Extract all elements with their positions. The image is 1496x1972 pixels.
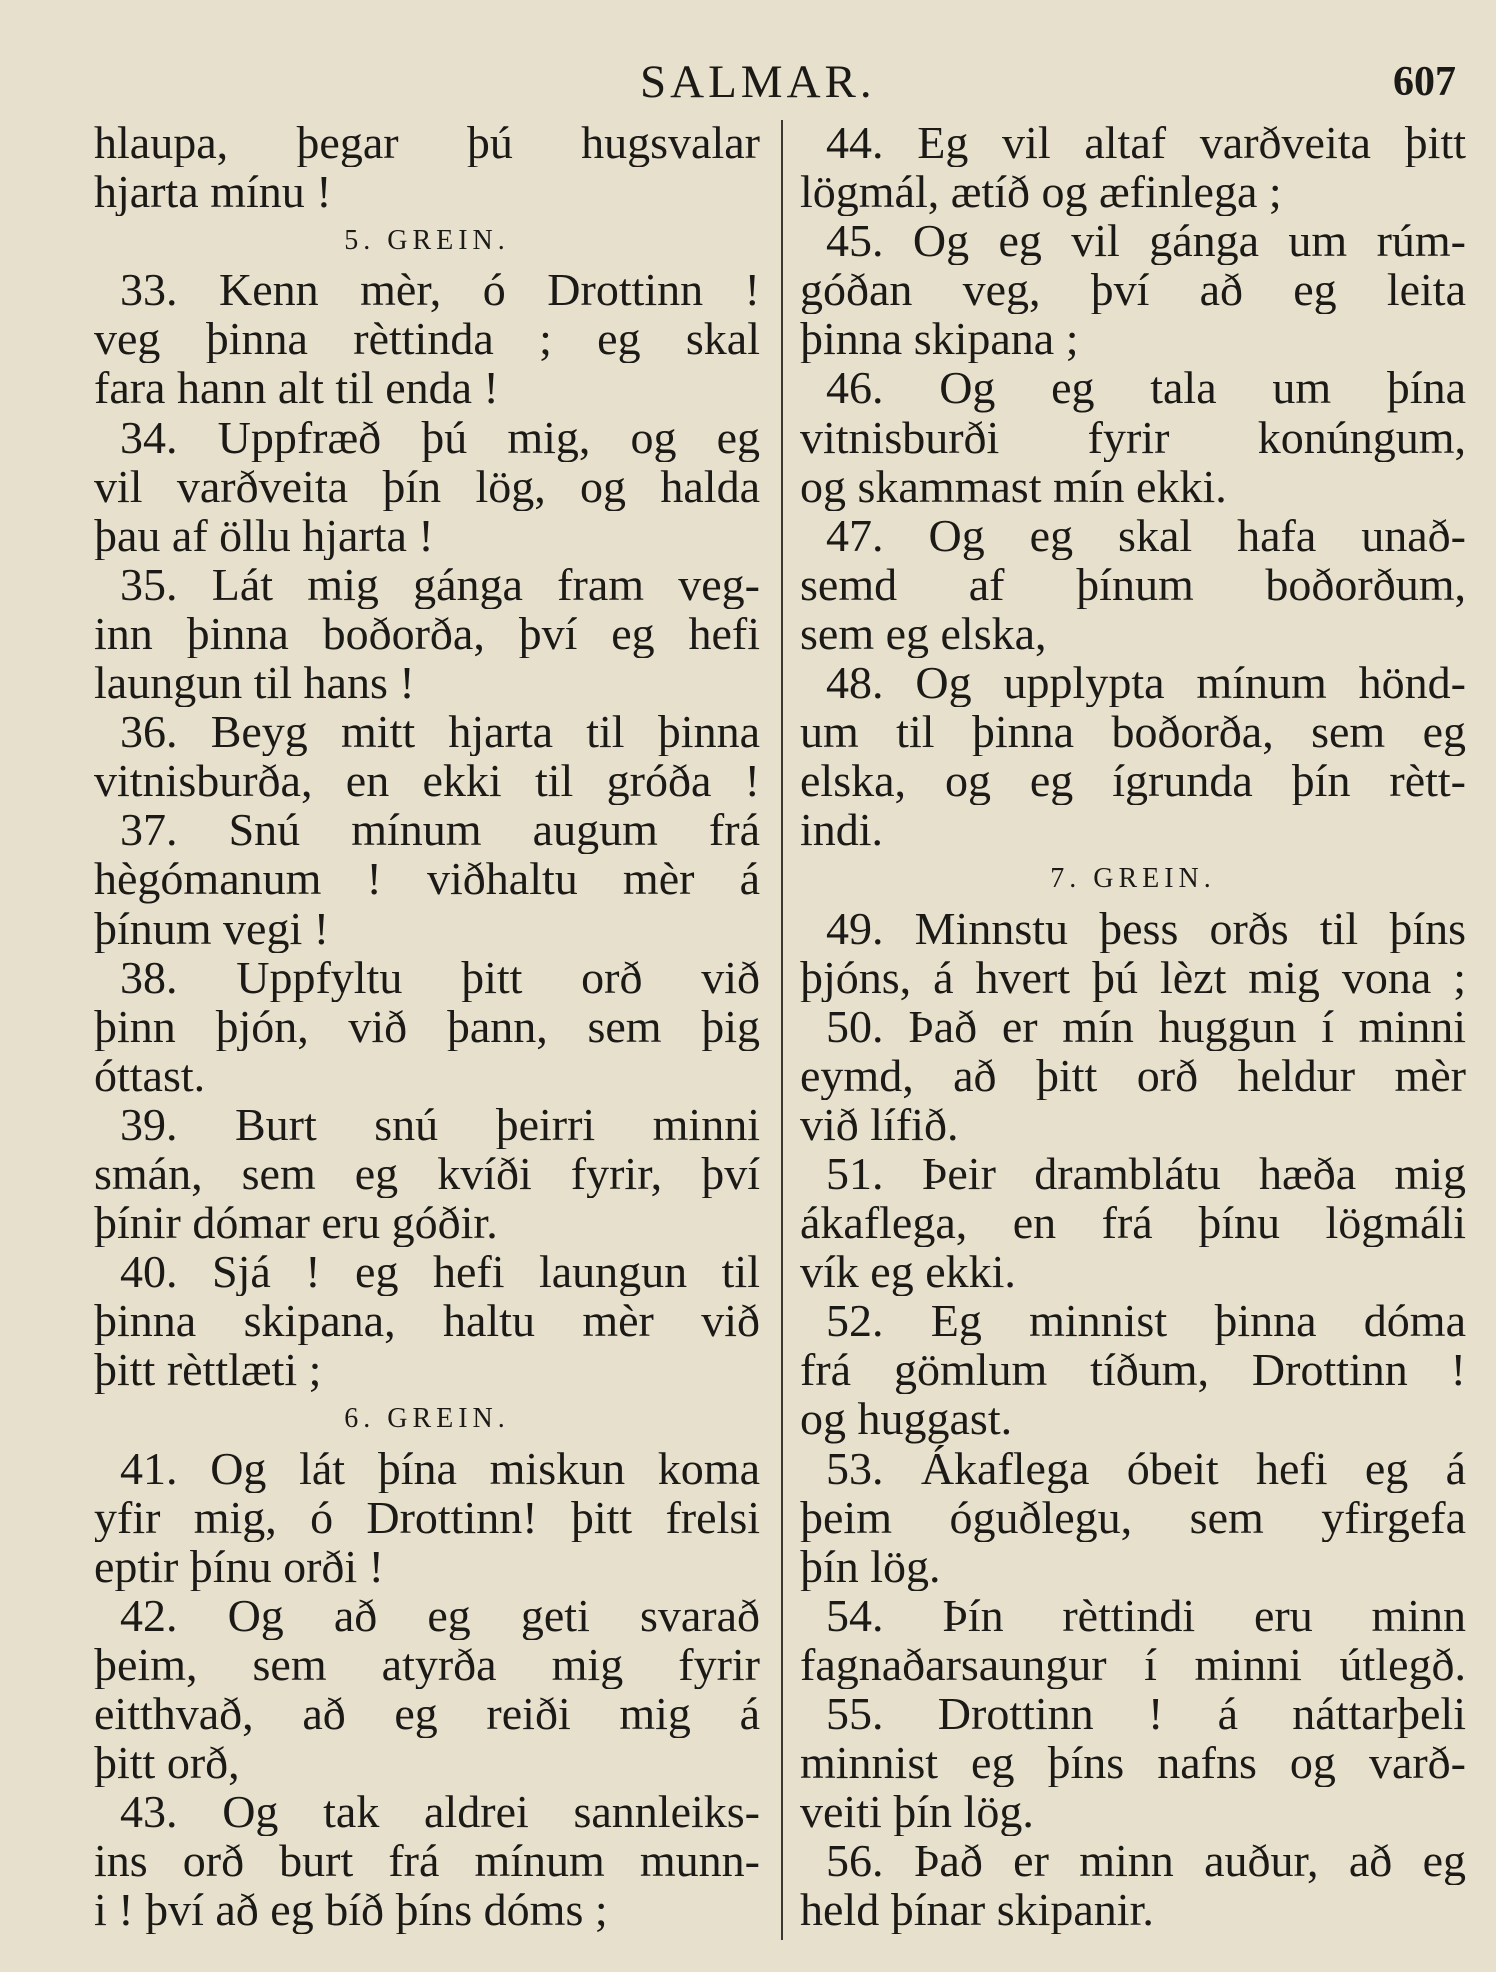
text-line: 33. Kenn mèr, ó Drottinn !	[120, 265, 760, 315]
text-line: 39. Burt snú þeirri minni	[120, 1099, 760, 1149]
text-line: fagnaðarsaungur í minni útlegð.	[800, 1639, 1466, 1689]
text-line: 40. Sjá ! eg hefi laungun til	[120, 1247, 760, 1297]
page-header	[0, 52, 1496, 112]
section-heading: 7. GREIN.	[1050, 863, 1216, 895]
text-line: þínum vegi !	[94, 903, 330, 953]
page-number: 607	[1393, 59, 1456, 105]
text-line: 46. Og eg tala um þína	[826, 363, 1466, 413]
text-line: 56. Það er minn auður, að eg	[826, 1836, 1466, 1886]
text-line: 55. Drottinn ! á náttarþeli	[826, 1689, 1466, 1739]
section-heading: 5. GREIN.	[344, 225, 510, 257]
text-line: um til þinna boðorða, sem eg	[800, 707, 1466, 757]
text-line: þínir dómar eru góðir.	[94, 1198, 498, 1248]
text-line: 41. Og lát þína miskun koma	[120, 1443, 760, 1493]
text-line: 45. Og eg vil gánga um rúm-	[826, 216, 1466, 266]
text-line: við lífið.	[800, 1099, 959, 1149]
text-line: semd af þínum boðorðum,	[800, 559, 1466, 609]
text-line: 44. Eg vil altaf varðveita þitt	[826, 118, 1466, 168]
text-line: þeim, sem atyrða mig fyrir	[94, 1639, 760, 1689]
text-line: eymd, að þitt orð heldur mèr	[800, 1050, 1466, 1100]
text-line: þjóns, á hvert þú lèzt mig vona ;	[800, 952, 1466, 1002]
text-line: hjarta mínu !	[94, 167, 332, 217]
text-line: 51. Þeir dramblátu hæða mig	[826, 1148, 1466, 1199]
text-line: og skammast mín ekki.	[800, 461, 1227, 511]
text-line: ákaflega, en frá þínu lögmáli	[800, 1198, 1466, 1248]
text-line: 48. Og upplypta mínum hönd-	[826, 658, 1466, 708]
text-line: hlaupa, þegar þú hugsvalar	[94, 118, 760, 168]
text-line: 38. Uppfyltu þitt orð við	[120, 952, 760, 1002]
text-line: þinna skipana, haltu mèr við	[94, 1296, 760, 1346]
text-line: frá gömlum tíðum, Drottinn !	[800, 1345, 1466, 1395]
text-line: 43. Og tak aldrei sannleiks-	[120, 1787, 760, 1837]
text-line: eptir þínu orði !	[94, 1541, 384, 1591]
text-line: elska, og eg ígrunda þín rètt-	[800, 756, 1466, 806]
text-line: þinn þjón, við þann, sem þig	[94, 1001, 760, 1051]
text-line: eitthvað, að eg reiði mig á	[94, 1689, 760, 1739]
text-line: 53. Ákaflega óbeit hefi eg á	[826, 1443, 1466, 1493]
text-line: fara hann alt til enda !	[94, 363, 499, 413]
text-line: lögmál, ætíð og æfinlega ;	[800, 167, 1282, 217]
text-line: 35. Lát mig gánga fram veg-	[120, 559, 760, 609]
right-column	[800, 118, 1466, 1934]
text-line: 37. Snú mínum augum frá	[120, 805, 760, 855]
text-line: 52. Eg minnist þinna dóma	[826, 1296, 1466, 1346]
text-line: þau af öllu hjarta !	[94, 510, 434, 560]
text-line: veg þinna rèttinda ; eg skal	[94, 314, 760, 364]
text-line: held þínar skipanir.	[800, 1885, 1154, 1935]
text-line: 54. Þín rèttindi eru minn	[826, 1590, 1466, 1640]
text-line: inn þinna boðorða, því eg hefi	[94, 608, 760, 659]
text-line: þitt orð,	[94, 1738, 240, 1788]
text-line: 42. Og að eg geti svarað	[120, 1590, 760, 1640]
text-line: vitnisburði fyrir konúngum,	[800, 412, 1466, 462]
text-line: góðan veg, því að eg leita	[800, 265, 1466, 315]
text-line: 47. Og eg skal hafa unað-	[826, 510, 1466, 560]
text-line: þeim óguðlegu, sem yfirgefa	[800, 1492, 1466, 1542]
text-line: vitnisburða, en ekki til gróða !	[94, 756, 760, 806]
text-line: hègómanum ! viðhaltu mèr á	[94, 854, 760, 904]
text-line: sem eg elska,	[800, 608, 1047, 659]
text-line: og huggast.	[800, 1394, 1013, 1444]
text-line: 50. Það er mín huggun í minni	[826, 1001, 1466, 1051]
text-line: þín lög.	[800, 1541, 941, 1591]
text-line: ins orð burt frá mínum munn-	[94, 1836, 760, 1886]
left-column	[94, 118, 760, 1934]
text-line: indi.	[800, 805, 884, 855]
text-line: 49. Minnstu þess orðs til þíns	[826, 903, 1466, 953]
text-line: vil varðveita þín lög, og halda	[94, 461, 760, 511]
text-line: 36. Beyg mitt hjarta til þinna	[120, 707, 760, 757]
text-line: óttast.	[94, 1050, 206, 1100]
text-line: þinna skipana ;	[800, 314, 1079, 364]
running-head: SALMAR.	[640, 56, 876, 108]
text-line: minnist eg þíns nafns og varð-	[800, 1738, 1466, 1788]
text-line: yfir mig, ó Drottinn! þitt frelsi	[94, 1492, 760, 1542]
text-line: i ! því að eg bíð þíns dóms ;	[94, 1885, 608, 1935]
column-divider	[781, 120, 783, 1940]
text-line: veiti þín lög.	[800, 1787, 1034, 1837]
text-line: þitt rèttlæti ;	[94, 1345, 322, 1395]
text-line: smán, sem eg kvíði fyrir, því	[94, 1148, 760, 1199]
text-line: laungun til hans !	[94, 658, 415, 708]
section-heading: 6. GREIN.	[344, 1403, 510, 1435]
text-line: 34. Uppfræð þú mig, og eg	[120, 412, 760, 462]
text-line: vík eg ekki.	[800, 1247, 1016, 1297]
